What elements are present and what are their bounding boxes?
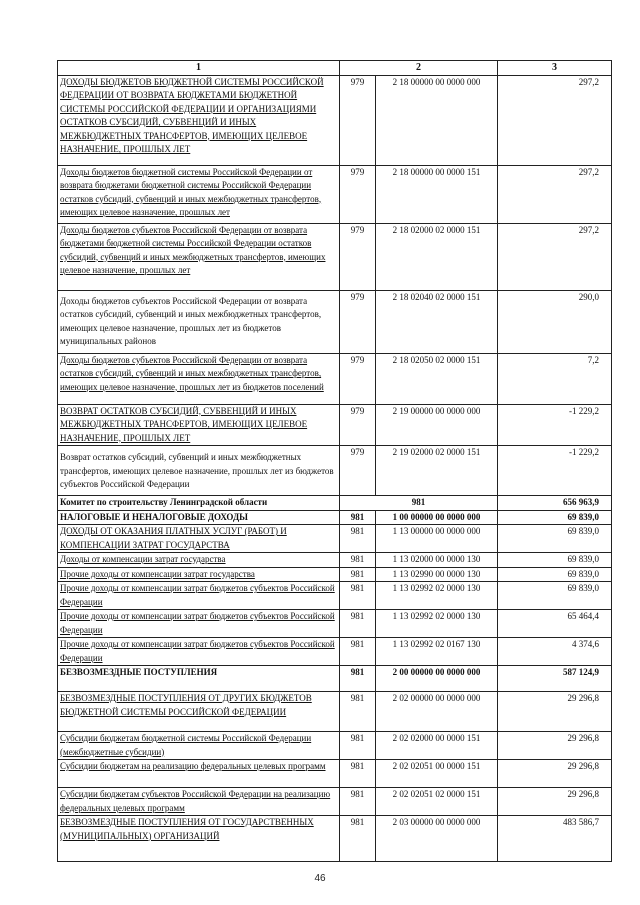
header-col-2: 2	[340, 61, 498, 76]
table-row	[58, 290, 612, 353]
header-col-3: 3	[498, 61, 612, 76]
table-row	[58, 582, 612, 610]
row-classification-code: 1 13 02990 00 0000 130	[376, 567, 498, 582]
row-classification-code: 1 13 00000 00 0000 000	[376, 525, 498, 553]
row-description: НАЛОГОВЫЕ И НЕНАЛОГОВЫЕ ДОХОДЫ	[58, 510, 340, 525]
row-admin-code: 981	[340, 692, 376, 732]
table-row	[58, 404, 612, 446]
table-row	[58, 610, 612, 638]
row-description: БЕЗВОЗМЕЗДНЫЕ ПОСТУПЛЕНИЯ ОТ ДРУГИХ БЮДЖЕТОВ БЮДЖЕТНОЙ СИСТЕМЫ РОССИЙСКОЙ ФЕДЕРАЦИИ	[58, 692, 340, 732]
row-classification-code: 2 00 00000 00 0000 000	[376, 666, 498, 692]
table-row	[58, 525, 612, 553]
row-admin-code: 981	[340, 788, 376, 816]
row-admin-code: 981	[340, 816, 376, 862]
header-col-1: 1	[58, 61, 340, 76]
row-amount: 69 839,0	[498, 567, 612, 582]
page-number: 46	[314, 873, 326, 884]
row-description: Доходы бюджетов субъектов Российской Федерации от возврата остатков субсидий, субвенций и иных межбюджетных трансфертов, имеющих целевое назначение, прошлых лет из бюджетов поселений	[58, 353, 340, 404]
table-row	[58, 816, 612, 862]
row-amount: 69 839,0	[498, 525, 612, 553]
row-description: Прочие доходы от компенсации затрат бюджетов субъектов Российской Федерации	[58, 638, 340, 666]
row-description: Прочие доходы от компенсации затрат государства	[58, 567, 340, 582]
row-amount: 69 839,0	[498, 582, 612, 610]
row-amount: 4 374,6	[498, 638, 612, 666]
row-classification-code: 2 02 00000 00 0000 000	[376, 692, 498, 732]
row-admin-code: 979	[340, 223, 376, 290]
row-amount: 69 839,0	[498, 510, 612, 525]
row-amount: 29 296,8	[498, 788, 612, 816]
row-admin-code: 981	[340, 553, 376, 568]
row-classification-code: 1 13 02992 02 0167 130	[376, 638, 498, 666]
table-row	[58, 666, 612, 692]
table-row	[58, 75, 612, 165]
row-classification-code: 2 03 00000 00 0000 000	[376, 816, 498, 862]
row-admin-code: 981	[340, 582, 376, 610]
row-admin-code: 979	[340, 165, 376, 223]
row-classification-code: 1 00 00000 00 0000 000	[376, 510, 498, 525]
row-amount: 69 839,0	[498, 553, 612, 568]
row-amount: 290,0	[498, 290, 612, 353]
table-row	[58, 510, 612, 525]
row-description: Доходы бюджетов субъектов Российской Федерации от возврата остатков субсидий, субвенций и иных межбюджетных трансфертов, имеющих целевое назначение, прошлых лет из бюджетов муниципальных районов	[58, 290, 340, 353]
table-row	[58, 732, 612, 760]
table-row	[58, 553, 612, 568]
row-classification-code: 2 18 00000 00 0000 151	[376, 165, 498, 223]
table-row	[58, 638, 612, 666]
row-classification-code: 1 13 02992 02 0000 130	[376, 610, 498, 638]
row-admin-code: 981	[340, 732, 376, 760]
row-amount: 29 296,8	[498, 732, 612, 760]
row-description: БЕЗВОЗМЕЗДНЫЕ ПОСТУПЛЕНИЯ ОТ ГОСУДАРСТВЕННЫХ (МУНИЦИПАЛЬНЫХ) ОРГАНИЗАЦИЙ	[58, 816, 340, 862]
row-description: Доходы от компенсации затрат государства	[58, 553, 340, 568]
row-classification-code: 2 02 02051 00 0000 151	[376, 760, 498, 788]
row-amount: -1 229,2	[498, 404, 612, 446]
budget-table	[57, 60, 612, 862]
row-description: Доходы бюджетов субъектов Российской Федерации от возврата бюджетами бюджетной системы Российской Федерации остатков субсидий, субвенций и иных межбюджетных трансфертов, имеющих целевое назначение, прошлых лет	[58, 223, 340, 290]
row-description: Субсидии бюджетам субъектов Российской Федерации на реализацию федеральных целевых программ	[58, 788, 340, 816]
row-amount: 297,2	[498, 223, 612, 290]
row-classification-code: 1 13 02992 02 0000 130	[376, 582, 498, 610]
row-description: БЕЗВОЗМЕЗДНЫЕ ПОСТУПЛЕНИЯ	[58, 666, 340, 692]
row-classification-code: 1 13 02000 00 0000 130	[376, 553, 498, 568]
row-admin-code: 979	[340, 290, 376, 353]
row-description: ВОЗВРАТ ОСТАТКОВ СУБСИДИЙ, СУБВЕНЦИЙ И ИНЫХ МЕЖБЮДЖЕТНЫХ ТРАНСФЕРТОВ, ИМЕЮЩИХ ЦЕЛЕВОЕ НАЗНАЧЕНИЕ, ПРОШЛЫХ ЛЕТ	[58, 404, 340, 446]
row-admin-code: 979	[340, 446, 376, 496]
row-classification-code: 2 19 02000 02 0000 151	[376, 446, 498, 496]
row-description: Прочие доходы от компенсации затрат бюджетов субъектов Российской Федерации	[58, 610, 340, 638]
committee-name: Комитет по строительству Ленинградской области	[58, 496, 340, 511]
row-classification-code: 2 18 02050 02 0000 151	[376, 353, 498, 404]
row-classification-code: 2 18 00000 00 0000 000	[376, 75, 498, 165]
row-amount: 7,2	[498, 353, 612, 404]
row-admin-code: 979	[340, 404, 376, 446]
table-row	[58, 353, 612, 404]
row-amount: 65 464,4	[498, 610, 612, 638]
row-description: Возврат остатков субсидий, субвенций и иных межбюджетных трансфертов, имеющих целевое назначение, прошлых лет из бюджетов субъектов Российской Федерации	[58, 446, 340, 496]
row-amount: 29 296,8	[498, 760, 612, 788]
header-row	[58, 61, 612, 76]
row-admin-code: 979	[340, 353, 376, 404]
row-description: Субсидии бюджетам бюджетной системы Российской Федерации (межбюджетные субсидии)	[58, 732, 340, 760]
row-description: Доходы бюджетов бюджетной системы Российской Федерации от возврата бюджетами бюджетной системы Российской Федерации остатков субсидий, субвенций и иных межбюджетных трансфертов, имеющих целевое назначение, прошлых лет	[58, 165, 340, 223]
row-classification-code: 2 18 02040 02 0000 151	[376, 290, 498, 353]
row-description: ДОХОДЫ БЮДЖЕТОВ БЮДЖЕТНОЙ СИСТЕМЫ РОССИЙСКОЙ ФЕДЕРАЦИИ ОТ ВОЗВРАТА БЮДЖЕТАМИ БЮДЖЕТНОЙ СИСТЕМЫ РОССИЙСКОЙ ФЕДЕРАЦИИ И ОРГАНИЗАЦИЯМИ ОСТАТКОВ СУБСИДИЙ, СУБВЕНЦИЙ И ИНЫХ МЕЖБЮДЖЕТНЫХ ТРАНСФЕРТОВ, ИМЕЮЩИХ ЦЕЛЕВОЕ НАЗНАЧЕНИЕ, ПРОШЛЫХ ЛЕТ	[58, 75, 340, 165]
row-admin-code: 981	[340, 760, 376, 788]
table-row	[58, 223, 612, 290]
row-classification-code: 2 02 02000 00 0000 151	[376, 732, 498, 760]
row-admin-code: 981	[340, 638, 376, 666]
committee-total: 656 963,9	[498, 496, 612, 511]
table-row	[58, 446, 612, 496]
row-amount: 483 586,7	[498, 816, 612, 862]
row-admin-code: 981	[340, 525, 376, 553]
row-amount: 587 124,9	[498, 666, 612, 692]
row-classification-code: 2 18 02000 02 0000 151	[376, 223, 498, 290]
row-admin-code: 981	[340, 567, 376, 582]
row-amount: 29 296,8	[498, 692, 612, 732]
row-admin-code: 981	[340, 666, 376, 692]
table-row	[58, 788, 612, 816]
table-row	[58, 760, 612, 788]
row-admin-code: 981	[340, 510, 376, 525]
row-amount: 297,2	[498, 75, 612, 165]
row-amount: -1 229,2	[498, 446, 612, 496]
row-classification-code: 2 19 00000 00 0000 000	[376, 404, 498, 446]
row-classification-code: 2 02 02051 02 0000 151	[376, 788, 498, 816]
row-description: Прочие доходы от компенсации затрат бюджетов субъектов Российской Федерации	[58, 582, 340, 610]
table-row	[58, 567, 612, 582]
row-amount: 297,2	[498, 165, 612, 223]
table-row	[58, 165, 612, 223]
row-admin-code: 979	[340, 75, 376, 165]
row-admin-code: 981	[340, 610, 376, 638]
committee-code: 981	[340, 496, 498, 511]
table-row	[58, 692, 612, 732]
row-description: ДОХОДЫ ОТ ОКАЗАНИЯ ПЛАТНЫХ УСЛУГ (РАБОТ) И КОМПЕНСАЦИИ ЗАТРАТ ГОСУДАРСТВА	[58, 525, 340, 553]
row-description: Субсидии бюджетам на реализацию федеральных целевых программ	[58, 760, 340, 788]
committee-row	[58, 496, 612, 511]
